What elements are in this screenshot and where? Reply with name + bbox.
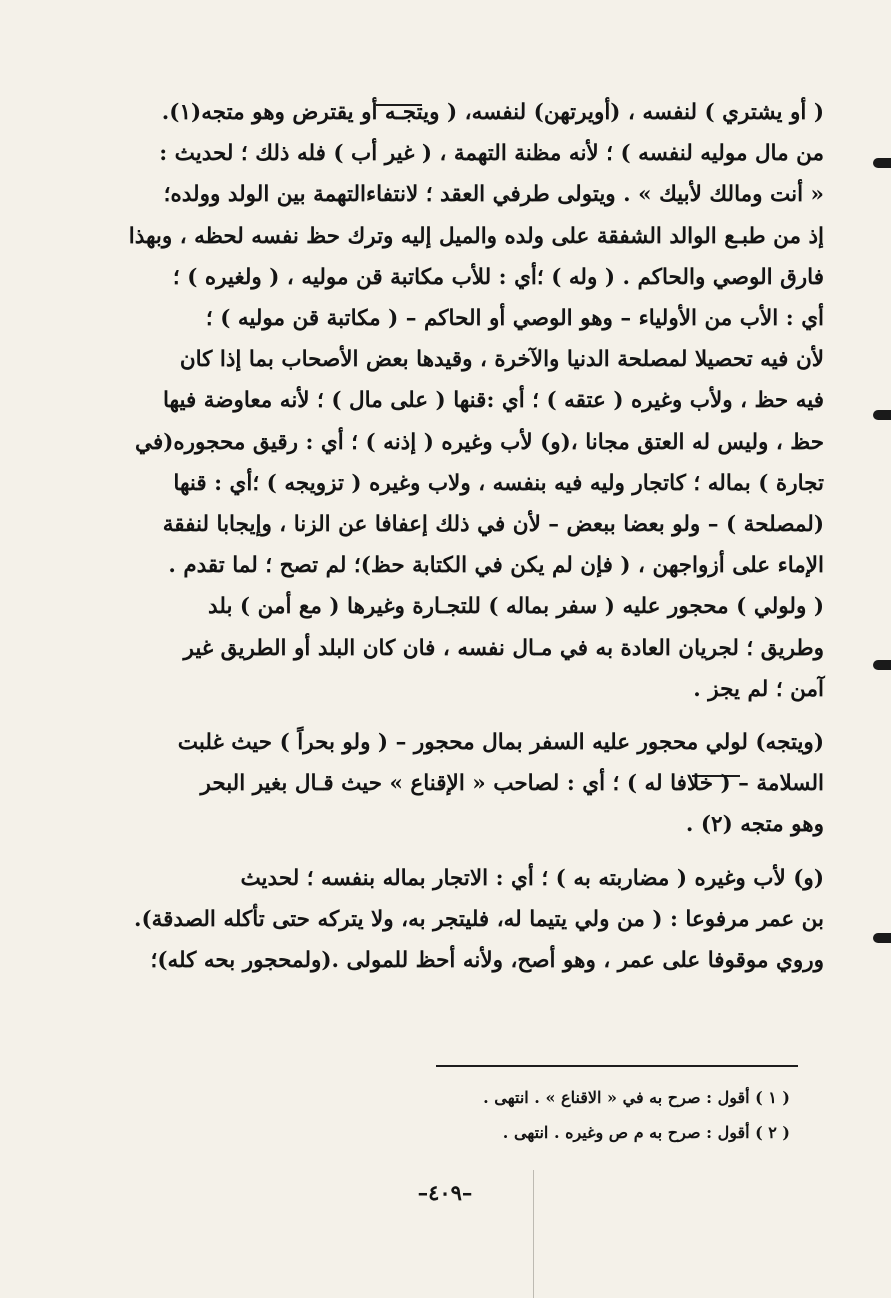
footnote-2: ( ٢ ) أقول : صرح به م ص وغيره . انتهى . (502, 1123, 790, 1142)
text-line: آمن ؛ لم يجز . (693, 676, 824, 702)
text-line: ( ولولي ) محجور عليه ( سفر بماله ) للتجـارة وغيرها ( مع أمن ) بلد (208, 594, 824, 620)
footnote-divider (436, 1065, 798, 1067)
text-line: ( أو يشتري ) لنفسه ، (أويرتهن) لنفسه، ( ويتجـه أو يقترض وهو متجه(١). (161, 100, 824, 125)
text-line: الإماء على أزواجهن ، ( فإن لم يكن في الكتابة حظ)؛ لم تصح ؛ لما تقدم . (168, 553, 824, 579)
footnote-1: ( ١ ) أقول : صرح به في « الاقناع » . انتهى . (483, 1088, 790, 1107)
text-line: (لمصلحة ) – ولو بعضا ببعض – لأن في ذلك إعفافا عن الزنا ، وإيجابا لنفقة (162, 512, 824, 538)
text-line: (ويتجه) لولي محجور عليه السفر بمال محجور – ( ولو بحراً ) حيث غلبت (177, 730, 824, 756)
binding-mark (873, 410, 891, 420)
text-line: وروي موقوفا على عمر ، وهو أصح، ولأنه أحظ للمولى .(ولمحجور بحه كله)؛ (150, 948, 824, 974)
page-number: –٤٠٩– (417, 1180, 473, 1205)
text-line: لأن فيه تحصيلا لمصلحة الدنيا والآخرة ، وقيدها بعض الأصحاب بما إذا كان (179, 347, 824, 373)
text-line: فيه حظ ، ولأب وغيره ( عتقه ) ؛ أي :قنها ( على مال ) ؛ لأنه معاوضة فيها (163, 388, 824, 414)
text-line: من مال موليه لنفسه ) ؛ لأنه مظنة التهمة ، ( غير أب ) فله ذلك ؛ لحديث : (159, 141, 824, 167)
main-text (108, 92, 824, 981)
text-line: حظ ، وليس له العتق مجانا ،(و) لأب وغيره ( إذنه ) ؛ أي : رقيق محجوره(في (135, 429, 824, 455)
footnotes (300, 1080, 790, 1150)
text-line: فارق الوصي والحاكم . ( وله ) ؛أي : للأب مكاتبة قن موليه ، ( ولغيره ) ؛ (172, 264, 824, 290)
text-line: تجارة ) بماله ؛ كاتجار وليه فيه بنفسه ، ولاب وغيره ( تزويجه ) ؛أي : قنها (173, 470, 824, 496)
text-line: (و) لأب وغيره ( مضاربته به ) ؛ أي : الاتجار بماله بنفسه ؛ لحديث (240, 865, 824, 891)
text-line: « أنت ومالك لأبيك » . ويتولى طرفي العقد ؛ لانتفاءالتهمة بين الولد وولده؛ (163, 182, 824, 208)
text-line: السلامة – ( خلافا له ) ؛ أي : لصاحب « الإقناع » حيث قـال بغير البحر (200, 771, 824, 797)
text-line: أي : الأب من الأولياء – وهو الوصي أو الحاكم – ( مكاتبة قن موليه ) ؛ (205, 306, 824, 332)
binding-mark (873, 158, 891, 168)
binding-mark (873, 660, 891, 670)
binding-mark (873, 933, 891, 943)
text-line: وهو متجه (٢) . (685, 812, 824, 838)
gutter-line (533, 1170, 534, 1298)
text-line: إذ من طبـع الوالد الشفقة على ولده والميل إليه وترك حظ نفسه لحظه ، وبهذا (128, 223, 824, 249)
text-line: وطريق ؛ لجريان العادة به في مـال نفسه ، فان كان البلد أو الطريق غير (183, 635, 824, 661)
text-line: بن عمر مرفوعا : ( من ولي يتيما له، فليتجر به، ولا يتركه حتى تأكله الصدقة). (133, 906, 824, 932)
